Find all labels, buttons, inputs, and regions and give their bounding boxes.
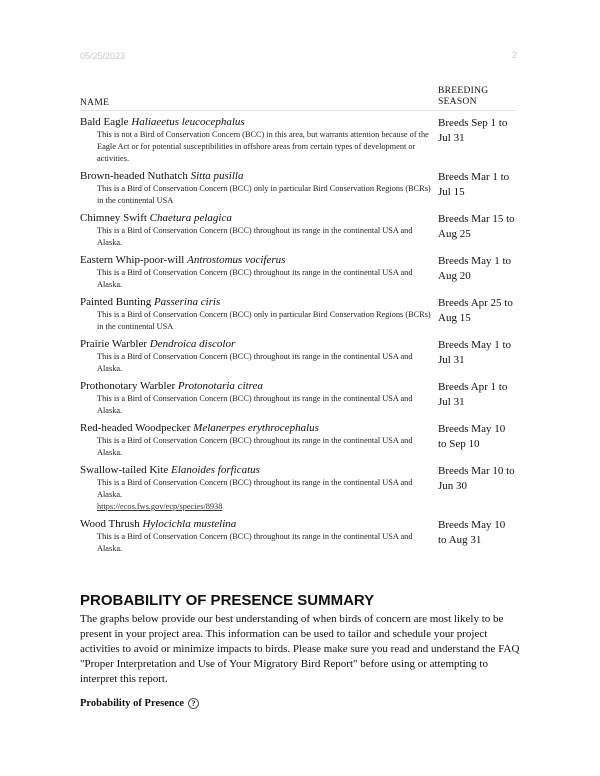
probability-of-presence-heading <box>80 698 520 709</box>
table-row <box>80 211 516 249</box>
breeding-season: Breeds May 1 to Jul 31 <box>438 339 512 366</box>
bird-scientific-name: Antrostomus vociferus <box>187 254 286 266</box>
breeding-season: Breeds Mar 15 to Aug 25 <box>438 213 515 240</box>
table-row <box>80 517 516 555</box>
bird-cell <box>80 253 438 291</box>
bird-scientific-name: Elanoides forficatus <box>171 464 260 476</box>
bird-scientific-name: Chaetura pelagica <box>149 212 232 224</box>
bird-common-name: Wood Thrush <box>80 518 140 530</box>
bird-common-name: Red-headed Woodpecker <box>80 422 191 434</box>
bird-name <box>80 115 438 129</box>
column-header-breeding: BREEDING <box>438 86 489 96</box>
breeding-season: Breeds Sep 1 to Jul 31 <box>438 117 508 144</box>
probability-summary <box>80 592 520 709</box>
bird-description: This is a Bird of Conservation Concern (BCC) throughout its range in the continental USA and Alaska. <box>97 436 413 457</box>
column-header-breeding-season <box>438 86 516 108</box>
bird-common-name: Bald Eagle <box>80 116 129 128</box>
bird-cell <box>80 169 438 207</box>
bird-scientific-name: Dendroica discolor <box>149 338 236 350</box>
bird-cell <box>80 295 438 333</box>
breeding-season: Breeds Mar 10 to Jun 30 <box>438 465 515 492</box>
bird-name <box>80 421 438 435</box>
bird-name <box>80 379 438 393</box>
bird-scientific-name: Passerina ciris <box>153 296 221 308</box>
summary-title: PROBABILITY OF PRESENCE SUMMARY <box>80 592 375 609</box>
bird-cell <box>80 115 438 165</box>
bird-description: This is a Bird of Conservation Concern (BCC) throughout its range in the continental USA and Alaska. <box>97 226 413 247</box>
table-row <box>80 115 516 165</box>
bird-description: This is a Bird of Conservation Concern (BCC) throughout its range in the continental USA and Alaska. <box>97 532 413 553</box>
bird-name <box>80 337 438 351</box>
bird-name <box>80 463 438 477</box>
bird-cell <box>80 211 438 249</box>
breeding-season: Breeds Apr 1 to Jul 31 <box>438 381 508 408</box>
bird-common-name: Prairie Warbler <box>80 338 148 350</box>
bird-name <box>80 295 438 309</box>
bird-description: This is a Bird of Conservation Concern (BCC) throughout its range in the continental USA and Alaska. <box>97 352 413 373</box>
page-date: 05/25/2023 <box>80 51 126 61</box>
bird-name <box>80 253 438 267</box>
bird-description: This is a Bird of Conservation Concern (BCC) throughout its range in the continental USA and Alaska. <box>97 394 413 415</box>
probability-of-presence-label: Probability of Presence <box>80 698 185 709</box>
bird-scientific-name: Melanerpes erythrocephalus <box>193 422 319 434</box>
bird-scientific-name: Protonotaria citrea <box>177 380 263 392</box>
bird-common-name: Brown-headed Nuthatch <box>80 170 188 182</box>
bird-cell <box>80 337 438 375</box>
bird-scientific-name: Hylocichla mustelina <box>142 518 237 530</box>
table-row <box>80 463 516 513</box>
bird-name <box>80 517 438 531</box>
breeding-season: Breeds Apr 25 to Aug 15 <box>438 297 513 324</box>
table-row <box>80 169 516 207</box>
bird-description: This is a Bird of Conservation Concern (BCC) only in particular Bird Conservation Regions (BCRs) in the continental USA <box>97 184 431 205</box>
bird-cell <box>80 517 438 555</box>
bird-cell <box>80 379 438 417</box>
breeding-season: Breeds May 1 to Aug 20 <box>438 255 512 282</box>
bird-common-name: Prothonotary Warbler <box>80 380 176 392</box>
help-circle-icon[interactable]: ? <box>188 698 199 709</box>
table-row <box>80 337 516 375</box>
bird-description: This is a Bird of Conservation Concern (BCC) only in particular Bird Conservation Regions (BCRs) in the continental USA <box>97 310 431 331</box>
table-row <box>80 379 516 417</box>
breeding-season: Breeds May 10 to Sep 10 <box>438 423 506 450</box>
table-row <box>80 421 516 459</box>
bird-common-name: Painted Bunting <box>80 296 152 308</box>
breeding-season: Breeds Mar 1 to Jul 15 <box>438 171 510 198</box>
table-header <box>80 86 516 111</box>
column-header-season: SEASON <box>438 97 477 107</box>
bird-table <box>80 86 516 555</box>
species-link[interactable]: https://ecos.fws.gov/ecp/species/8938 <box>97 502 223 511</box>
table-row <box>80 253 516 291</box>
bird-common-name: Chimney Swift <box>80 212 147 224</box>
bird-name <box>80 211 438 225</box>
breeding-season: Breeds May 10 to Aug 31 <box>438 519 506 546</box>
bird-cell <box>80 463 438 513</box>
bird-description: This is a Bird of Conservation Concern (BCC) throughout its range in the continental USA and Alaska. <box>97 478 413 499</box>
page-number: 2 <box>512 50 518 60</box>
table-body <box>80 115 516 555</box>
table-row <box>80 295 516 333</box>
bird-description: This is not a Bird of Conservation Concern (BCC) in this area, but warrants attention because of the Eagle Act or for potential susceptibilities in offshore areas from certain types of development or activities. <box>97 130 429 163</box>
column-header-name: NAME <box>80 98 110 108</box>
bird-common-name: Eastern Whip-poor-will <box>80 254 185 266</box>
bird-name <box>80 169 438 183</box>
bird-description: This is a Bird of Conservation Concern (BCC) throughout its range in the continental USA and Alaska. <box>97 268 413 289</box>
bird-scientific-name: Haliaeetus leucocephalus <box>131 116 245 128</box>
summary-body: The graphs below provide our best understanding of when birds of concern are most likely to be present in your project area. This information can be used to tailor and schedule your project activities to avoid or minimize impacts to birds. Please make sure you read and understand the FAQ "Proper Interpretation and Use of Your Migratory Bird Report" before using or attempting to interpret this report. <box>80 613 520 685</box>
bird-cell <box>80 421 438 459</box>
bird-scientific-name: Sitta pusilla <box>190 170 244 182</box>
bird-common-name: Swallow-tailed Kite <box>80 464 169 476</box>
